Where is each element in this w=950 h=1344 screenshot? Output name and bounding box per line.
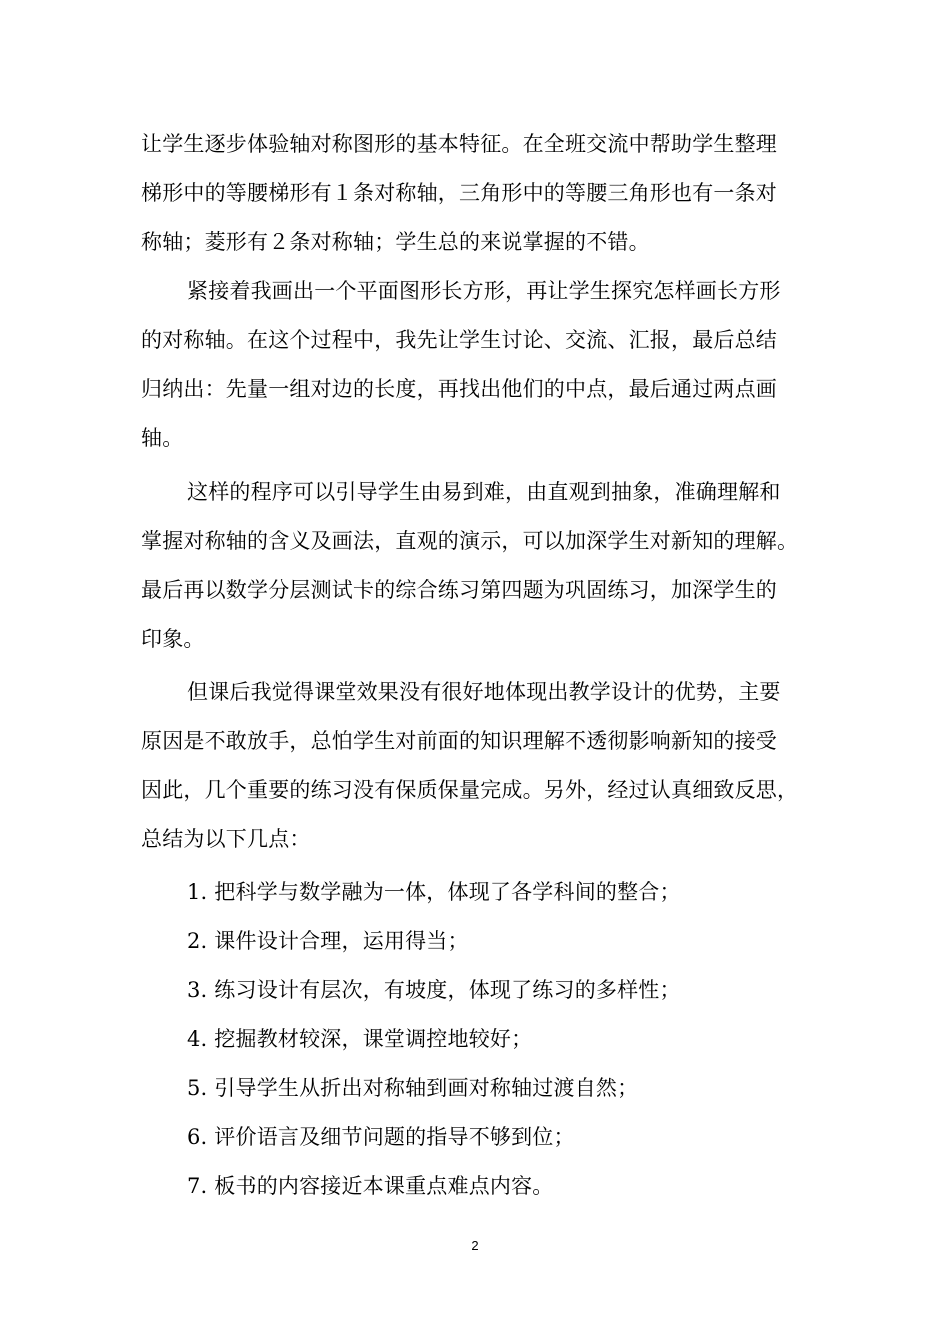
page-number: 2 <box>471 1238 479 1253</box>
list-item: 5. 引导学生从折出对称轴到画对称轴过渡自然； <box>187 1076 639 1100</box>
list-item: 7. 板书的内容接近本课重点难点内容。 <box>187 1174 554 1198</box>
list-item: 6. 评价语言及细节问题的指导不够到位； <box>187 1125 575 1149</box>
text-line: 因此，几个重要的练习没有保质保量完成。另外，经过认真细致反思， <box>141 778 799 802</box>
text-line: 这样的程序可以引导学生由易到难，由直观到抽象，准确理解和 <box>187 480 781 504</box>
text-line: 轴。 <box>141 426 184 450</box>
text-line: 称轴；菱形有２条对称轴；学生总的来说掌握的不错。 <box>141 230 650 254</box>
list-item: 1. 把科学与数学融为一体，体现了各学科间的整合； <box>187 880 681 904</box>
text-line: 的对称轴。在这个过程中，我先让学生讨论、交流、汇报，最后总结 <box>141 328 777 352</box>
text-line: 但课后我觉得课堂效果没有很好地体现出教学设计的优势，主要 <box>187 680 781 704</box>
text-line: 紧接着我画出一个平面图形长方形，再让学生探究怎样画长方形 <box>187 279 781 303</box>
text-line: 归纳出：先量一组对边的长度，再找出他们的中点，最后通过两点画 <box>141 377 777 401</box>
list-item: 4. 挖掘教材较深，课堂调控地较好； <box>187 1027 533 1051</box>
text-line: 印象。 <box>141 627 205 651</box>
list-item: 3. 练习设计有层次，有坡度，体现了练习的多样性； <box>187 978 681 1002</box>
text-line: 总结为以下几点： <box>141 827 311 851</box>
text-line: 掌握对称轴的含义及画法，直观的演示，可以加深学生对新知的理解。 <box>141 529 799 553</box>
list-item: 2. 课件设计合理，运用得当； <box>187 929 469 953</box>
text-line: 原因是不敢放手，总怕学生对前面的知识理解不透彻影响新知的接受 <box>141 729 777 753</box>
text-line: 梯形中的等腰梯形有１条对称轴，三角形中的等腰三角形也有一条对 <box>141 181 777 205</box>
text-line: 让学生逐步体验轴对称图形的基本特征。在全班交流中帮助学生整理 <box>141 132 777 156</box>
text-line: 最后再以数学分层测试卡的综合练习第四题为巩固练习，加深学生的 <box>141 578 777 602</box>
